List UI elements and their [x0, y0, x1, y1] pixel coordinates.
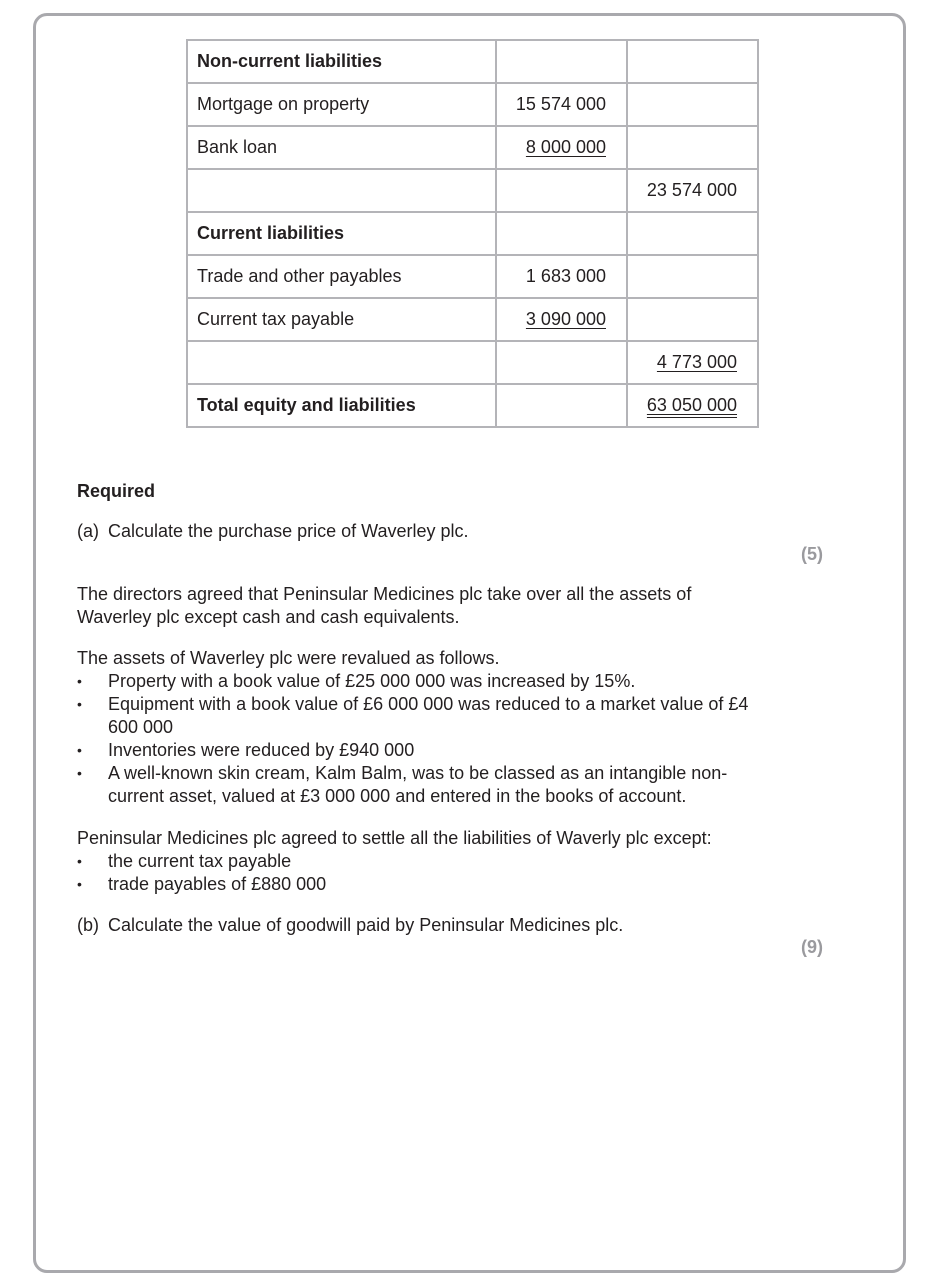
directors-paragraph: The directors agreed that Peninsular Medicines plc take over all the assets of Waverley plc except cash and cash equivalents.: [77, 584, 692, 627]
amount-col2: [627, 83, 758, 126]
table-row: [187, 169, 758, 212]
amount-col2: [627, 212, 758, 255]
revaluation-section: [77, 647, 767, 808]
amount-value: 3 090 000: [525, 309, 606, 329]
list-item: • the current tax payable: [77, 850, 777, 873]
amount-col2: [627, 255, 758, 298]
question-a-marks: (5): [801, 544, 823, 564]
question-a-label: (a): [77, 521, 99, 541]
amount-col1: [496, 83, 627, 126]
amount-value: 15 574 000: [515, 94, 606, 114]
amount-col1: [496, 341, 627, 384]
list-item: • trade payables of £880 000: [77, 873, 777, 896]
amount-col1: [496, 40, 627, 83]
table-row: [187, 83, 758, 126]
amount-value: 1 683 000: [525, 266, 606, 286]
table-row: [187, 126, 758, 169]
question-a-text: Calculate the purchase price of Waverley plc.: [108, 521, 469, 541]
question-b: [77, 914, 777, 937]
question-b-marks: (9): [801, 937, 823, 957]
amount-col2: [627, 126, 758, 169]
amount-col2: [627, 298, 758, 341]
row-label: Bank loan: [187, 126, 496, 169]
list-item: • Inventories were reduced by £940 000: [77, 739, 767, 762]
amount-col1: [496, 126, 627, 169]
revaluation-intro: The assets of Waverley plc were revalued as follows.: [77, 648, 500, 668]
amount-col1: [496, 169, 627, 212]
amount-col1: [496, 384, 627, 427]
amount-col2: [627, 341, 758, 384]
required-heading: Required: [77, 481, 156, 501]
amount-col1: [496, 298, 627, 341]
subtotal-value: 4 773 000: [656, 352, 737, 372]
row-label: Current liabilities: [187, 212, 496, 255]
table-row: [187, 384, 758, 427]
question-a: [77, 520, 777, 543]
revaluation-list: [77, 670, 767, 808]
table-row: [187, 341, 758, 384]
liabilities-list: [77, 850, 777, 896]
liabilities-intro: Peninsular Medicines plc agreed to settle all the liabilities of Waverly plc except:: [77, 828, 712, 848]
table-row: [187, 40, 758, 83]
amount-col1: [496, 255, 627, 298]
liabilities-table: [186, 39, 759, 428]
row-label: Mortgage on property: [187, 83, 496, 126]
row-label: Total equity and liabilities: [187, 384, 496, 427]
amount-col2: [627, 40, 758, 83]
liabilities-section: [77, 827, 777, 896]
table-row: [187, 298, 758, 341]
list-item: • A well-known skin cream, Kalm Balm, was to be classed as an intangible non-current asset, valued at £3 000 000 and entered in the books of account.: [77, 762, 767, 808]
row-label: Current tax payable: [187, 298, 496, 341]
row-label: Trade and other payables: [187, 255, 496, 298]
total-value: 63 050 000: [646, 395, 737, 415]
subtotal-value: 23 574 000: [646, 180, 737, 200]
amount-col1: [496, 212, 627, 255]
amount-value: 8 000 000: [525, 137, 606, 157]
row-label: Non-current liabilities: [187, 40, 496, 83]
question-b-text: Calculate the value of goodwill paid by Peninsular Medicines plc.: [108, 915, 624, 935]
row-label: [187, 341, 496, 384]
amount-col2: [627, 169, 758, 212]
amount-col2: [627, 384, 758, 427]
table-row: [187, 255, 758, 298]
row-label: [187, 169, 496, 212]
list-item: • Equipment with a book value of £6 000 000 was reduced to a market value of £4 600 000: [77, 693, 767, 739]
question-b-label: (b): [77, 915, 99, 935]
table-row: [187, 212, 758, 255]
list-item: • Property with a book value of £25 000 000 was increased by 15%.: [77, 670, 767, 693]
